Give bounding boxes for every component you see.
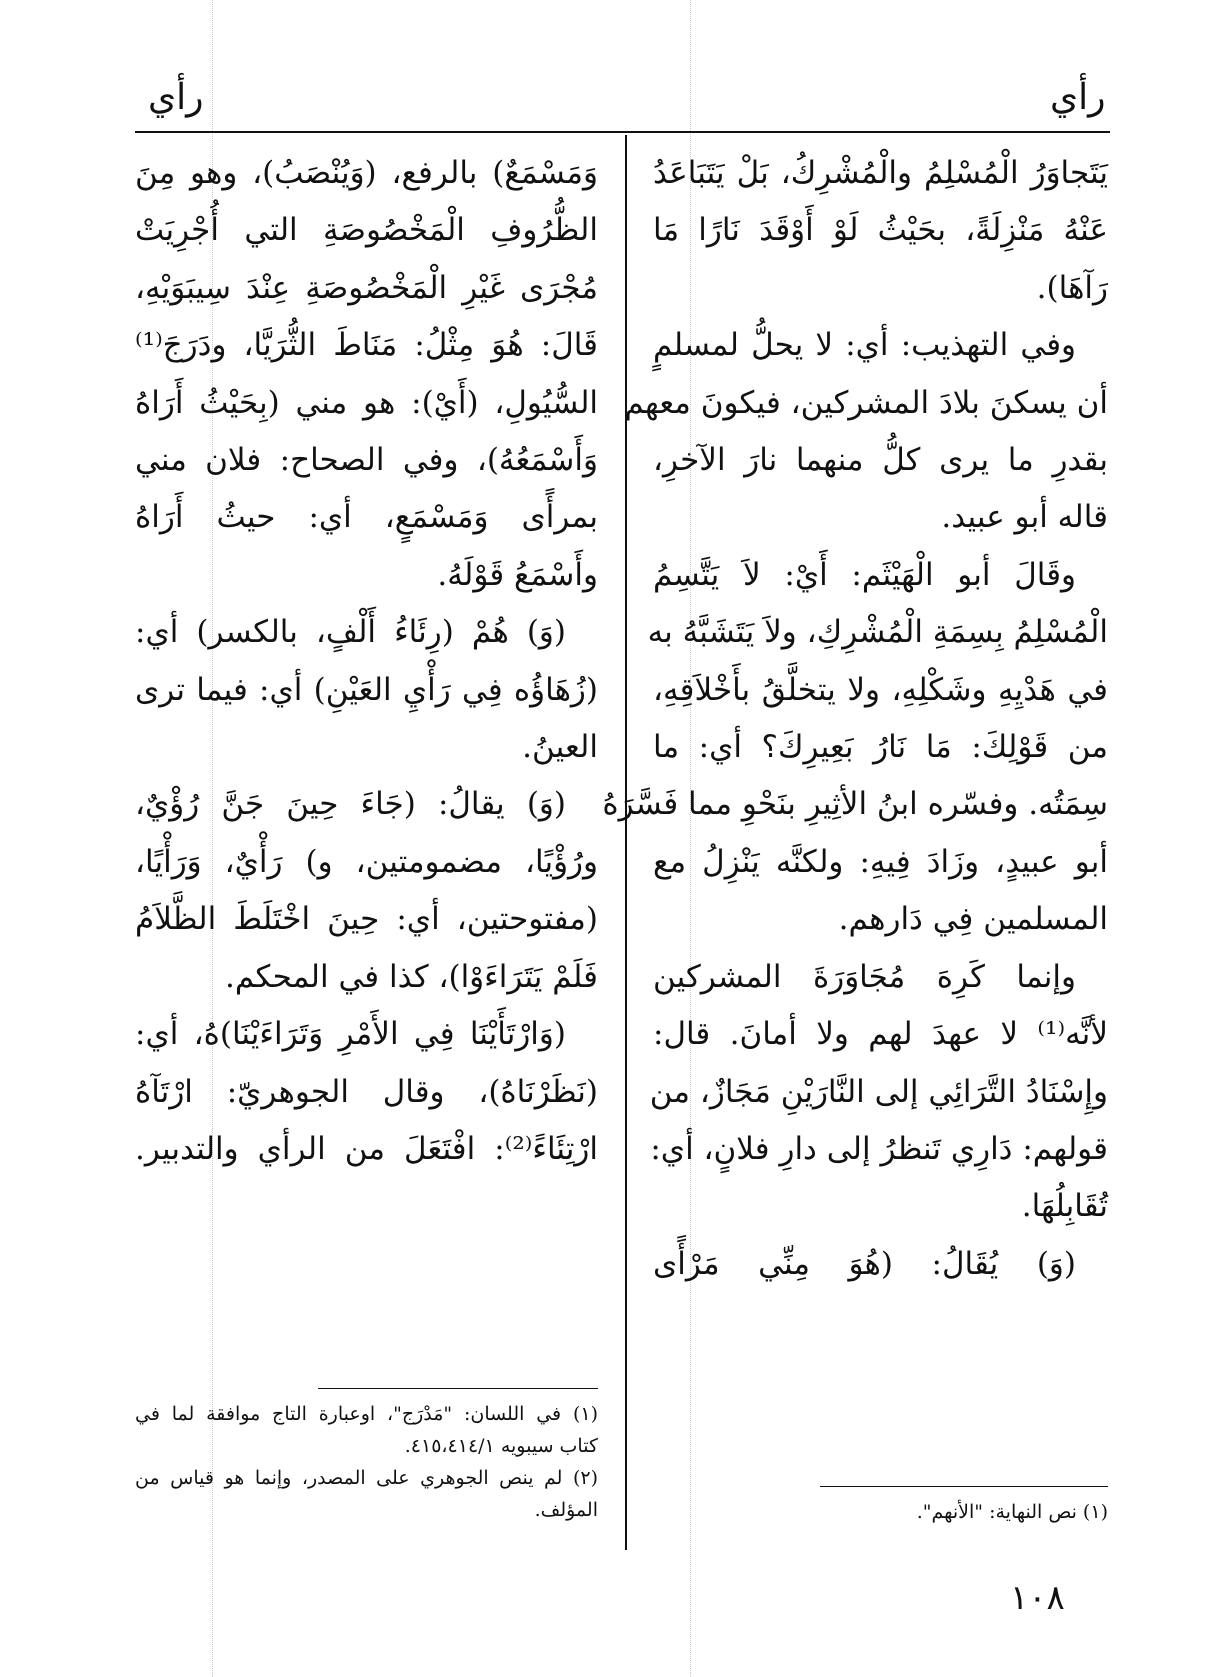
text-line: الْمُسْلِمُ بِسِمَةِ الْمُشْرِكِ، ولاَ يَتَشَبَّهُ به — [647, 614, 1108, 651]
text-line: مُجْرَى غَيْرِ الْمَخْصُوصَةِ عِنْدَ سِيبَوَيْهِ، — [135, 269, 598, 306]
footnotes-right — [820, 1496, 1108, 1528]
text-line: وإنما كَرِهَ مُجَاوَرَةَ المشركين — [653, 958, 1076, 995]
text-line: يَتَجاوَرُ الْمُسْلِمُ والْمُشْرِكُ، بَلْ يَتَبَاعَدُ — [653, 155, 1108, 191]
text-line: وإِسْنَادُ التَّرَائِي إلى النَّارَيْنِ مَجَازٌ، من — [649, 1073, 1108, 1110]
text-line: وَأَسْمَعُهُ)، وفي الصحاح: فلان مني — [135, 442, 598, 479]
text-line: العينُ. — [522, 729, 598, 766]
text-line: (وَ) يُقَالُ: (هُوَ مِنِّي مَرْأًى — [653, 1245, 1076, 1282]
footnote-rule-left — [318, 1388, 598, 1389]
text-line: بقدرِ ما يرى كلُّ منهما نارَ الآخرِ، — [653, 442, 1108, 479]
text-line: في هَدْيِهِ وشَكْلِهِ، ولا يتخلَّقُ بأَخْلاَقِهِ، — [653, 671, 1108, 708]
text-line: (وَارْتَأَيْنَا فِي الأَمْرِ وَتَرَاءَيْنَا)هُ، أي: — [135, 1016, 566, 1053]
text-line: (مفتوحتين، أي: حِينَ اخْتَلَطَ الظَّلاَمُ — [135, 901, 598, 938]
footnote-line: (١) نص النهاية: "الأنهم". — [916, 1501, 1108, 1523]
text-line: وأَسْمَعُ قَوْلَهُ. — [437, 556, 598, 593]
text-line: من قَوْلِكَ: مَا نَارُ بَعِيرِكَ؟ أي: ما — [653, 729, 1108, 766]
text-line: وَمَسْمَعٌ) بالرفع، (وَيُنْصَبُ)، وهو مِنَ — [135, 155, 598, 191]
page-number: ١٠٨ — [1010, 1578, 1065, 1618]
text-line: (زُهَاؤُه فِي رَأْيِ العَيْنِ) أي: فيما ترى — [135, 671, 598, 708]
header-rule — [135, 131, 1110, 133]
footnote-line: كتاب سيبويه ٤١٥،٤١٤/١. — [404, 1435, 598, 1457]
text-line: ارْتِئَاءً⁽²⁾: افْتَعَلَ من الرأي والتدبير. — [135, 1130, 598, 1167]
text-line: (نَظَرْنَاهُ)، وقال الجوهريّ: ارْتَآهُ — [135, 1073, 598, 1110]
text-line: فَلَمْ يَتَرَاءَوْا)، كذا في المحكم. — [225, 958, 598, 995]
footnote-rule-right — [820, 1486, 1108, 1487]
text-line: بمرأًى وَمَسْمَعٍ، أي: حيثُ أَرَاهُ — [135, 499, 598, 536]
running-header-right: رأي — [1050, 77, 1106, 118]
text-line: قولهم: دَارِي تَنظرُ إلى دارِ فلانٍ، أي: — [650, 1130, 1108, 1167]
text-line: المسلمين فِي دَارهم. — [838, 901, 1108, 938]
text-line: قَالَ: هُوَ مِثْلُ: مَنَاطَ الثُّرَيَّا، ودَرَجَ⁽¹⁾ — [135, 327, 598, 364]
text-line: وقَالَ أبو الْهَيْثَم: أَيْ: لاَ يَتَّسِمُ — [653, 556, 1076, 593]
footnote-line: المؤلف. — [534, 1499, 598, 1521]
right-column-text — [602, 145, 1108, 1293]
text-line: سِمَتُه. وفسّره ابنُ الأثِيرِ بنَحْوِ مما فَسَّرَهُ — [602, 786, 1108, 823]
footnotes-left — [135, 1398, 598, 1526]
column-divider — [625, 135, 627, 1550]
text-line: قاله أبو عبيد. — [941, 499, 1108, 536]
text-line: أبو عبيدٍ، وزَادَ فِيهِ: ولكنَّه يَنْزِلُ مع — [653, 843, 1108, 880]
left-column-text — [135, 145, 598, 1178]
text-line: عَنْهُ مَنْزِلَةً، بحَيْثُ لَوْ أَوْقَدَ نَارًا مَا — [653, 212, 1108, 249]
text-line: رَآهَا). — [1036, 269, 1108, 306]
text-line: ورُؤْيًا، مضمومتين، و) رَأْيٌ، وَرَأْيًا، — [135, 843, 598, 880]
text-line: تُقَابِلُهَا. — [1021, 1188, 1108, 1225]
text-line: أن يسكنَ بلادَ المشركين، فيكونَ معهم — [624, 384, 1108, 421]
footnote-line: (١) في اللسان: "مَدْرَج"، اوعبارة التاج موافقة لما في — [135, 1403, 598, 1425]
text-line: الظُّرُوفِ الْمَخْصُوصَةِ التي أُجْرِيَتْ — [135, 212, 598, 249]
text-line: السُّيُولِ، (أَيْ): هو مني (بِحَيْثُ أَرَاهُ — [135, 384, 598, 421]
text-line: (وَ) يقالُ: (جَاءَ حِينَ جَنَّ رُؤْيٌ، — [135, 786, 566, 823]
text-line: لأنَّه⁽¹⁾ لا عهدَ لهم ولا أمانَ. قال: — [653, 1016, 1108, 1053]
text-line: (وَ) هُمْ (رِئَاءُ أَلْفٍ، بالكسر) أي: — [135, 614, 566, 651]
text-line: وفي التهذيب: أي: لا يحلُّ لمسلمٍ — [653, 327, 1076, 364]
running-header-left: رأي — [148, 77, 204, 118]
footnote-line: (٢) لم ينص الجوهري على المصدر، وإنما هو قياس من — [135, 1467, 598, 1489]
